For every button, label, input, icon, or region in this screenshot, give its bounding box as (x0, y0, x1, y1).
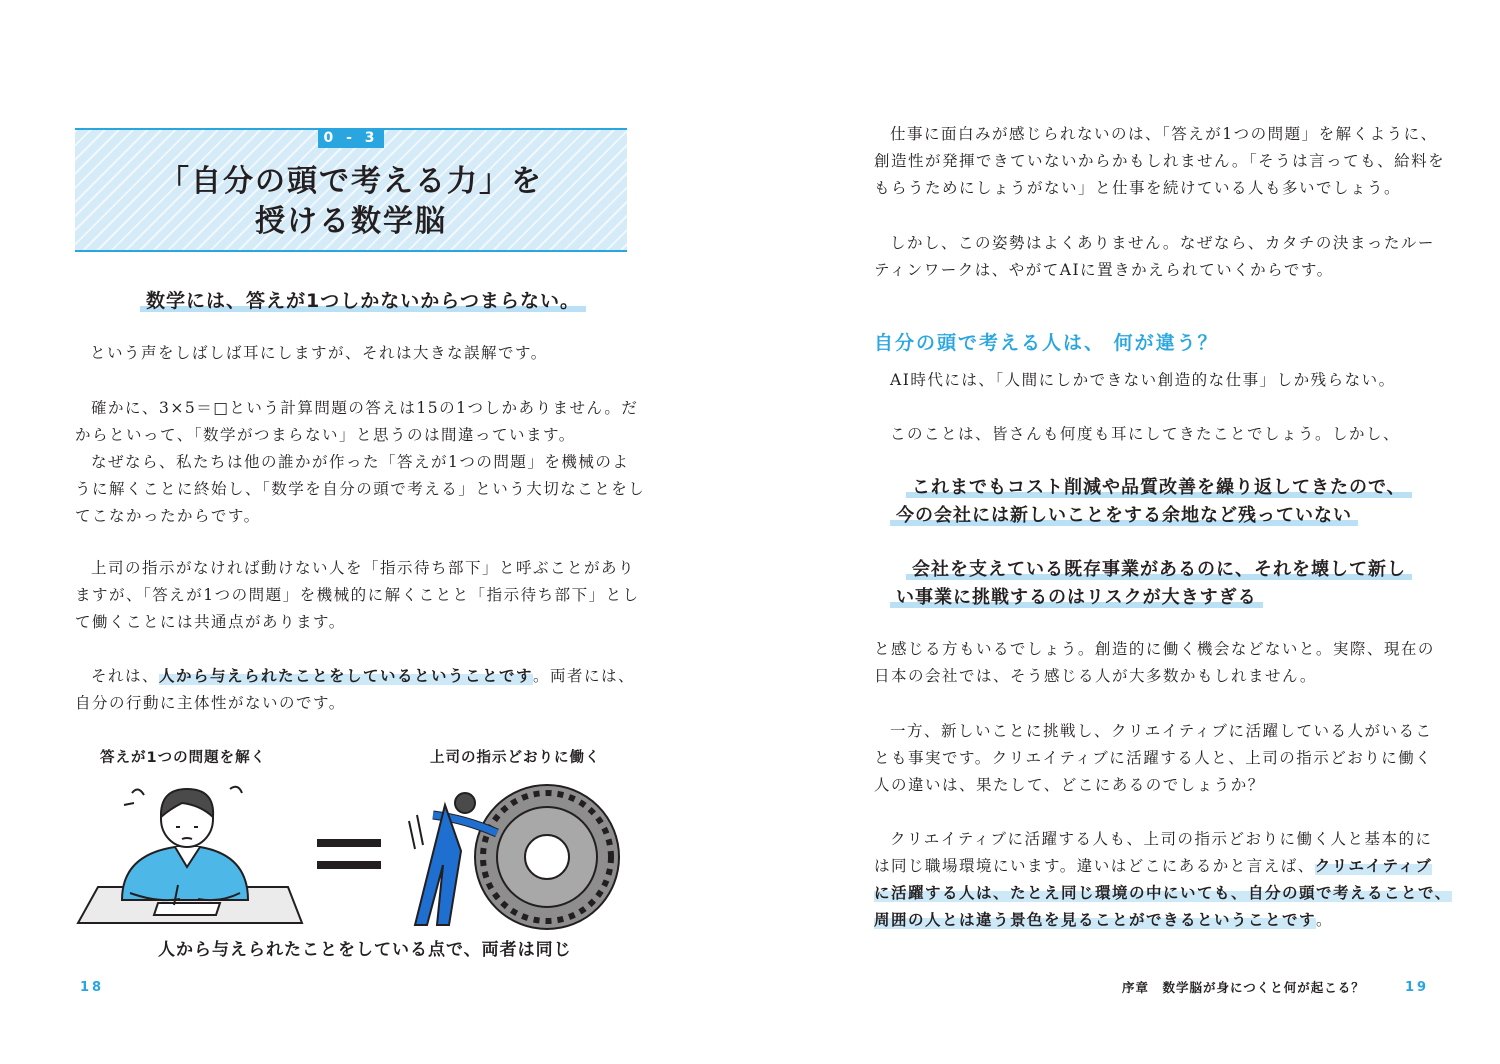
title-line-2: 授ける数学脳 (255, 204, 447, 239)
caption-left: 答えが1つの問題を解く (100, 750, 267, 766)
p7-pre: は同じ職場環境にいます。違いはどこにあるかと言えば、 (874, 857, 1315, 875)
quote-text: い事業に挑戦するのはリスクが大きすぎる (890, 587, 1263, 608)
paragraph-line: ティンワークは、やがてAIに置きかえられていくからです。 (874, 261, 1334, 279)
subheading: 自分の頭で考える人は、 何が違う？ (874, 332, 1219, 354)
paragraph-line: と感じる方もいるでしょう。創造的に働く機会などないと。実際、現在の (874, 640, 1435, 658)
paragraph-4 (75, 663, 635, 717)
right-page (750, 0, 1500, 1064)
paragraph-line: 創造性が発揮できていないからかもしれません。「そうは言っても、給料を (874, 152, 1446, 170)
paragraph-line (874, 907, 1452, 934)
p7-highlight-c: 周囲の人とは違う景色を見ることができるということです (874, 911, 1317, 929)
r-paragraph-1 (874, 121, 1445, 202)
p7-post: 。 (1316, 911, 1334, 929)
paragraph-line: もらうためにしょうがない」と仕事を続けている人も多いでしょう。 (874, 179, 1402, 197)
quote-line (890, 502, 1412, 530)
quote-2 (890, 556, 1412, 612)
r-paragraph-3: AI時代には、「人間にしかできない創造的な仕事」しか残らない。 (890, 371, 1396, 389)
lead-statement (140, 286, 586, 313)
paragraph-2 (75, 395, 645, 530)
r-paragraph-6 (874, 718, 1432, 799)
quote-1 (890, 474, 1412, 530)
paragraph-line: しかし、この姿勢はよくありません。なぜなら、カタチの決まったルー (890, 234, 1435, 252)
illustration-caption: 人から与えられたことをしている点で、両者は同じ (158, 940, 572, 960)
paragraph-line: て働くことには共通点があります。 (75, 613, 346, 631)
chapter-title: 序章 数学脳が身につくと何が起こる？ (1122, 980, 1365, 995)
gear-worker-illustration (405, 775, 625, 935)
quote-text: 今の会社には新しいことをする余地など残っていない (890, 505, 1358, 526)
paragraph-1: という声をしばしば耳にしますが、それは大きな誤解です。 (90, 344, 548, 362)
paragraph-line: うに解くことに終始し、「数学を自分の頭で考える」という大切なことをし (75, 480, 646, 498)
r-paragraph-7 (874, 826, 1452, 934)
paragraph-line: 仕事に面白みが感じられないのは、「答えが1つの問題」を解くように、 (890, 125, 1438, 143)
p4-post: 。両者には、 (533, 667, 636, 685)
title-line-1: 「自分の頭で考える力」を (159, 164, 543, 199)
paragraph-line: 上司の指示がなければ動けない人を「指示待ち部下」と呼ぶことがあり (91, 559, 636, 577)
paragraph-line: 人の違いは、果たして、どこにあるのでしょうか？ (874, 776, 1265, 794)
p7-highlight-b: に活躍する人は、たとえ同じ環境の中にいても、自分の頭で考えることで、 (874, 884, 1452, 902)
quote-line (890, 474, 1412, 502)
paragraph-line (874, 853, 1452, 880)
paragraph-line: なぜなら、私たちは他の誰かが作った「答えが1つの問題」を機械のよ (91, 453, 630, 471)
paragraph-line: とも事実です。クリエイティブに活躍する人と、上司の指示どおりに働く (874, 749, 1433, 767)
page-number-left: 18 (80, 980, 105, 995)
r-paragraph-5 (874, 636, 1435, 690)
quote-text: 会社を支えている既存事業があるのに、それを壊して新し (906, 559, 1412, 580)
paragraph-line: ますが、「答えが1つの問題」を機械的に解くことと「指示待ち部下」とし (75, 586, 640, 604)
r-paragraph-2 (874, 230, 1435, 284)
p4-pre: それは、 (91, 667, 160, 685)
paragraph-3 (75, 555, 640, 636)
student-illustration (70, 775, 310, 930)
p7-highlight-a: クリエイティブ (1314, 857, 1433, 875)
paragraph-line: 自分の行動に主体性がないのです。 (75, 694, 346, 712)
paragraph-line (75, 663, 635, 690)
section-title-box (75, 128, 627, 252)
quote-line (890, 584, 1412, 612)
section-tag: 0 - 3 (318, 128, 384, 148)
paragraph-line: クリエイティブに活躍する人も、上司の指示どおりに働く人と基本的に (890, 830, 1433, 848)
p4-highlight: 人から与えられたことをしているということです (159, 667, 534, 685)
paragraph-line: 日本の会社では、そう感じる人が大多数かもしれません。 (874, 667, 1317, 685)
paragraph-line (874, 880, 1452, 907)
lead-text: 数学には、答えが1つしかないからつまらない。 (140, 290, 586, 312)
quote-text: これまでもコスト削減や品質改善を繰り返してきたので、 (906, 477, 1412, 498)
paragraph-line: てこなかったからです。 (75, 507, 261, 525)
equals-icon (315, 835, 385, 875)
quote-line (890, 556, 1412, 584)
r-paragraph-4: このことは、皆さんも何度も耳にしてきたことでしょう。しかし、 (890, 425, 1401, 443)
paragraph-line: 一方、新しいことに挑戦し、クリエイティブに活躍している人がいるこ (890, 722, 1433, 740)
caption-right: 上司の指示どおりに働く (430, 750, 601, 766)
page-number-right: 19 (1405, 980, 1430, 995)
paragraph-line: からといって、「数学がつまらない」と思うのは間違っています。 (75, 426, 576, 444)
paragraph-line: 確かに、3×5＝□という計算問題の答えは15の1つしかありません。だ (91, 399, 639, 417)
